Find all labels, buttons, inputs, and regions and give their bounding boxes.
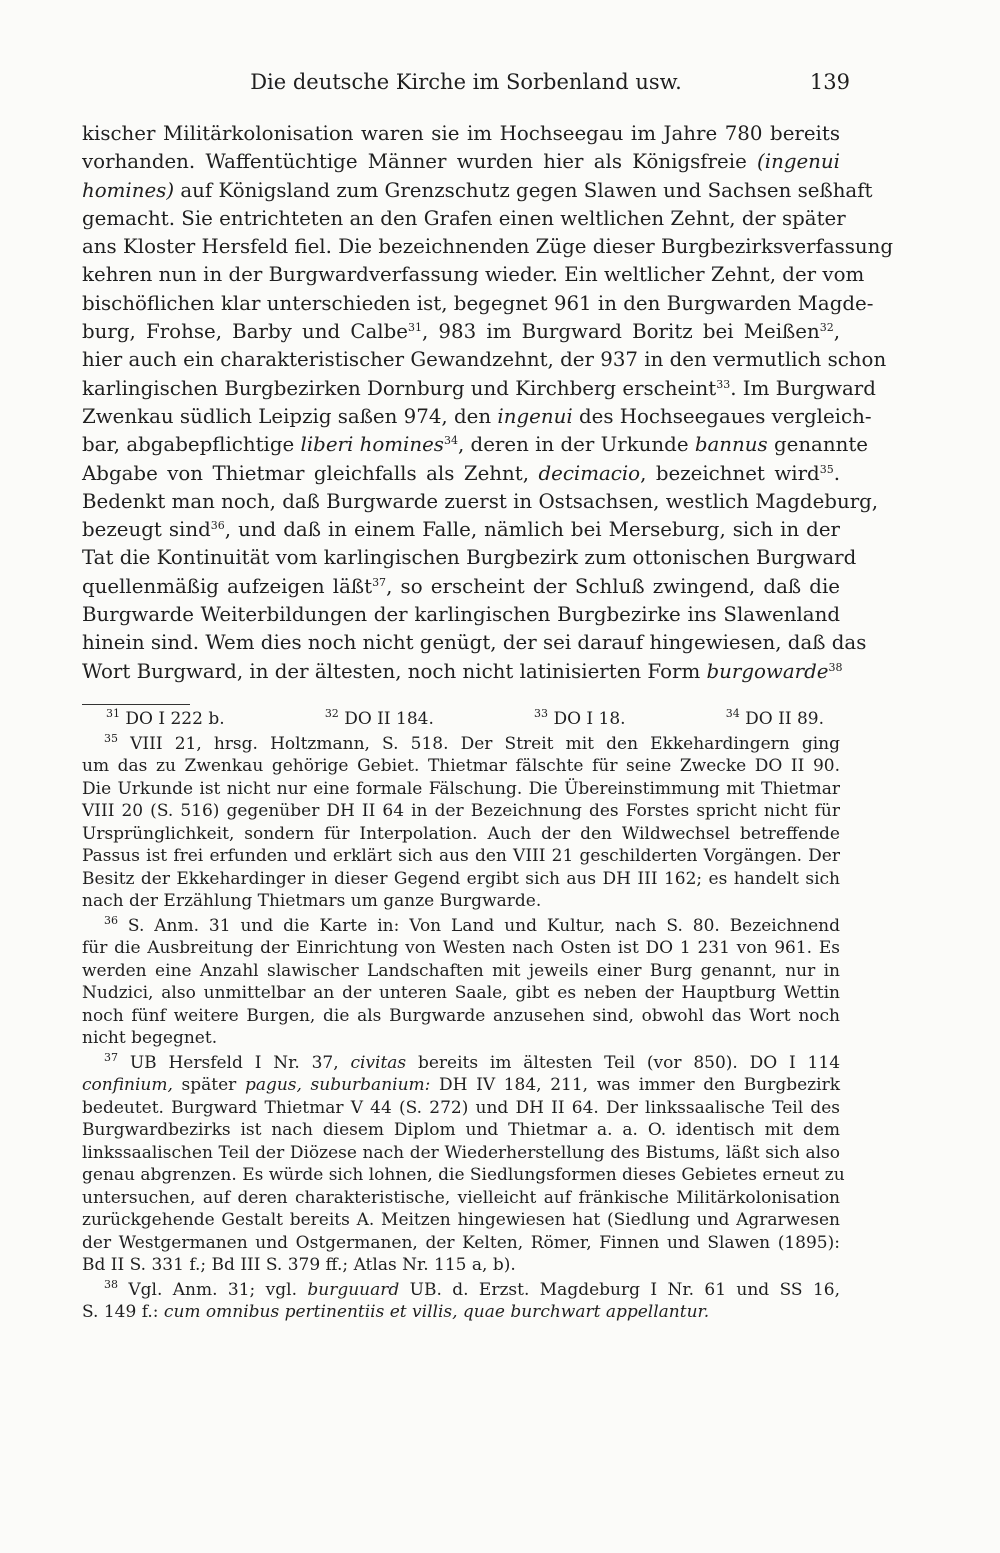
footnote-separator	[82, 704, 190, 705]
text-line: burg, Frohse, Barby und Calbe$^{31}$, 983 im Burgward Boritz bei Meißen$^{32}$,	[82, 320, 841, 344]
footnote-line: VIII 20 (S. 516) gegenüber DH II 64 in der Bezeichnung des Forstes spricht nicht für	[82, 801, 840, 821]
footnote-line: noch fünf weitere Burgen, die als Burgwarde anzusehen sind, obwohl das Wort noch	[82, 1005, 840, 1026]
text-line: quellenmäßig aufzeigen läßt$^{37}$, so erscheint der Schluß zwingend, daß die	[82, 574, 840, 598]
footnote-line: $^{37}$ UB Hersfeld I Nr. 37, civitas bereits im ältesten Teil (vor 850). DO I 114	[104, 1050, 841, 1073]
main-text	[82, 120, 894, 686]
footnote-line: Ursprünglichkeit, sondern für Interpolation. Auch der den Wildwechsel betreffende	[82, 823, 840, 844]
text-line: karlingischen Burgbezirken Dornburg und Kirchberg erscheint$^{33}$. Im Burgward	[82, 376, 876, 400]
text-line: bischöflichen klar unterschieden ist, begegnet 961 in den Burgwarden Magde-	[82, 291, 874, 315]
text-line: Wort Burgward, in der ältesten, noch nicht latinisierten Form burgowarde$^{38}$	[82, 659, 843, 683]
footnote-line: Bd II S. 331 f.; Bd III S. 379 ff.; Atlas Nr. 115 a, b).	[82, 1255, 516, 1275]
footnote-32: $^{32}$ DO II 184.	[324, 707, 434, 729]
running-header	[82, 70, 850, 104]
footnote-line: confinium, später pagus, suburbanium: DH IV 184, 211, was immer den Burgbezirk	[82, 1075, 840, 1095]
footnote-35	[82, 733, 840, 913]
footnote-line: $^{36}$ S. Anm. 31 und die Karte in: Von Land und Kultur, nach S. 80. Bezeichnend	[104, 913, 841, 936]
footnote-number: 36	[104, 913, 118, 927]
footnote-34: $^{34}$ DO II 89.	[725, 707, 824, 729]
footnote-line: nicht begegnet.	[82, 1028, 218, 1048]
footnote-line: $^{35}$ VIII 21, hrsg. Holtzmann, S. 518. Der Streit mit den Ekkehardingern ging	[104, 731, 841, 754]
footnote-line: für die Ausbreitung der Einrichtung von Westen nach Osten ist DO 1 231 von 961. Es	[82, 938, 840, 958]
footnote-line: um das zu Zwenkau gehörige Gebiet. Thietmar fälschte für seine Zwecke DO II 90.	[82, 756, 840, 776]
footnote-38	[82, 1279, 840, 1324]
footnote-line: bedeutet. Burgward Thietmar V 44 (S. 272) und DH II 64. Der linkssaalische Teil des	[82, 1097, 840, 1118]
running-title: Die deutsche Kirche im Sorbenland usw.	[250, 70, 682, 94]
footnote-line: Besitz der Ekkehardinger in dieser Gegend ergibt sich aus DH III 162; es handelt sich	[82, 868, 840, 889]
text-line: Zwenkau südlich Leipzig saßen 974, den ingenui des Hochseegaues vergleich-	[82, 404, 872, 428]
text-line: bar, abgabepflichtige liberi homines$^{34}$, deren in der Urkunde bannus genannte	[82, 433, 868, 457]
footnote-line: nach der Erzählung Thietmars um ganze Burgwarde.	[82, 891, 542, 911]
footnote-31: $^{31}$ DO I 222 b.	[106, 707, 225, 729]
footnote-line: der Westgermanen und Ostgermanen, der Kelten, Römer, Finnen und Slawen (1895):	[82, 1232, 840, 1253]
text-line: homines) auf Königsland zum Grenzschutz gegen Slawen und Sachsen seßhaft	[82, 178, 873, 202]
text-line: Bedenkt man noch, daß Burgwarde zuerst in Ostsachsen, westlich Magdeburg,	[82, 489, 879, 513]
footnote-line: $^{38}$ Vgl. Anm. 31; vgl. burguuard UB. d. Erzst. Magdeburg I Nr. 61 und SS 16,	[104, 1277, 840, 1300]
footnote-33: $^{33}$ DO I 18.	[534, 707, 626, 729]
text-line: kischer Militärkolonisation waren sie im Hochseegau im Jahre 780 bereits	[82, 122, 840, 145]
text-line: bezeugt sind$^{36}$, und daß in einem Falle, nämlich bei Merseburg, sich in der	[82, 518, 840, 542]
footnote-line: S. 149 f.: cum omnibus pertinentiis et villis, quae burchwart appellantur.	[82, 1302, 710, 1322]
footnote-line: linkssaalischen Teil der Diözese nach der Wiederherstellung des Bistums, läßt sich also	[82, 1142, 840, 1163]
footnote-line: untersuchen, auf deren charakteristische, vielleicht auf fränkische Militärkolonisation	[82, 1187, 840, 1208]
footnotes-short-row	[82, 708, 840, 731]
footnote-line: Nudzici, also unmittelbar an der unteren Saale, gibt es neben der Hauptburg Wettin	[82, 983, 840, 1003]
footnote-line: zurückgehende Gestalt bereits A. Meitzen hingewiesen hat (Siedlung und Agrarwesen	[82, 1210, 840, 1230]
footnote-line: Burgwardbezirks ist nach diesem Diplom und Thietmar a. a. O. identisch mit dem	[82, 1120, 840, 1140]
footnote-number: 37	[104, 1050, 118, 1064]
footnote-36	[82, 915, 840, 1050]
footnote-37	[82, 1050, 845, 1277]
page-number: 139	[809, 70, 850, 94]
footnote-line: Die Urkunde ist nicht nur eine formale Fälschung. Die Übereinstimmung mit Thietmar	[82, 778, 840, 799]
text-line: Tat die Kontinuität vom karlingischen Burgbezirk zum ottonischen Burgward	[82, 546, 857, 570]
footnote-number: 38	[104, 1277, 118, 1291]
text-line: kehren nun in der Burgwardverfassung wieder. Ein weltlicher Zehnt, der vom	[82, 263, 865, 287]
text-line: Burgwarde Weiterbildungen der karlingischen Burgbezirke ins Slawenland	[82, 603, 840, 627]
text-line: ans Kloster Hersfeld fiel. Die bezeichnenden Züge dieser Burgbezirksverfassung	[82, 235, 894, 259]
text-line: gemacht. Sie entrichteten an den Grafen einen weltlichen Zehnt, der später	[82, 206, 846, 230]
footnotes	[82, 707, 845, 1324]
text-line: Abgabe von Thietmar gleichfalls als Zehnt, decimacio, bezeichnet wird$^{35}$.	[82, 461, 841, 485]
text-line: vorhanden. Waffentüchtige Männer wurden hier als Königsfreie (ingenui	[82, 150, 840, 174]
footnote-line: werden eine Anzahl slawischer Landschaften mit jeweils einer Burg genannt, nur in	[82, 960, 840, 981]
footnote-number: 35	[104, 731, 118, 745]
footnote-line: genau abgrenzen. Es würde sich lohnen, die Siedlungsformen dieses Gebietes erneut zu	[82, 1165, 845, 1185]
footnote-line: Passus ist frei erfunden und erklärt sich aus den VIII 21 geschilderten Vorgängen. Der	[82, 846, 840, 866]
text-line: hier auch ein charakteristischer Gewandzehnt, der 937 in den vermutlich schon	[82, 348, 887, 372]
text-line: hinein sind. Wem dies noch nicht genügt, der sei darauf hingewiesen, daß das	[82, 631, 867, 655]
